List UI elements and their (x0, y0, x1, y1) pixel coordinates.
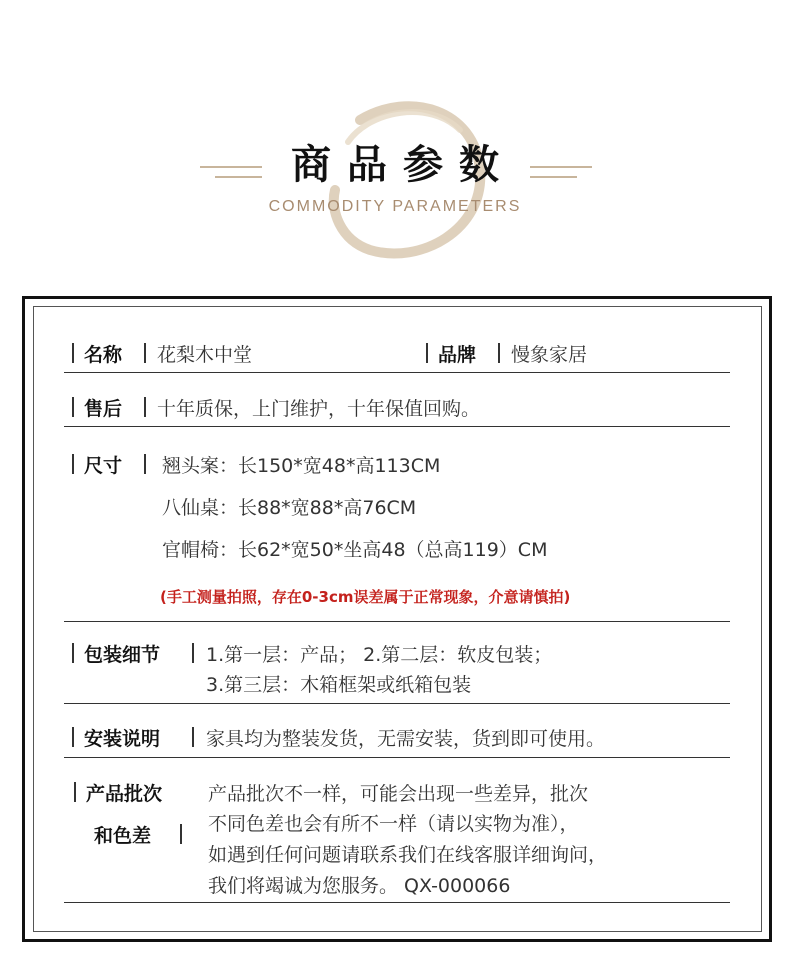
batch-label: 产品批次 (86, 783, 163, 805)
install-value: 家具均为整装发货，无需安装，货到即可使用。 (206, 728, 606, 750)
page-subtitle: COMMODITY PARAMETERS (268, 198, 522, 215)
header (0, 0, 790, 290)
aftersale-label: 售后 (84, 398, 123, 420)
batch-line: 不同色差也会有所不一样（请以实物为准）， (208, 813, 579, 835)
label-bar (192, 727, 194, 747)
row-divider (64, 372, 730, 373)
brand-value: 慢象家居 (511, 344, 588, 366)
aftersale-value: 十年质保，上门维护，十年保值回购。 (157, 398, 481, 420)
measurement-note: (手工测量拍照，存在0-3cm误差属于正常现象，介意请慎拍) (160, 588, 571, 606)
label-bar (192, 643, 194, 663)
label-bar (72, 454, 74, 474)
label-bar (144, 343, 146, 363)
label-bar (72, 397, 74, 417)
label-bar (144, 454, 146, 474)
install-label: 安装说明 (84, 728, 161, 750)
page-title: 商品参数 (291, 141, 515, 188)
label-bar (72, 343, 74, 363)
size-item: 翘头案：长150*宽48*高113CM (162, 455, 441, 477)
name-label: 名称 (84, 344, 123, 366)
label-bar (72, 643, 74, 663)
size-item: 官帽椅：长62*宽50*坐高48（总高119）CM (162, 539, 548, 561)
batch-line: 我们将竭诚为您服务。 QX-000066 (208, 875, 511, 897)
row-divider (64, 757, 730, 758)
brand-label: 品牌 (438, 344, 477, 366)
name-value: 花梨木中堂 (157, 344, 253, 366)
size-label: 尺寸 (84, 455, 123, 477)
row-divider (64, 902, 730, 903)
label-bar (498, 343, 500, 363)
batch-line: 产品批次不一样，可能会出现一些差异，批次 (208, 783, 589, 805)
row-divider (64, 426, 730, 427)
row-divider (64, 703, 730, 704)
packing-line: 1.第一层：产品； 2.第二层：软皮包装； (206, 644, 553, 666)
row-divider (64, 621, 730, 622)
label-bar (72, 727, 74, 747)
label-bar (426, 343, 428, 363)
batch-line: 如遇到任何问题请联系我们在线客服详细询问， (208, 844, 608, 866)
label-bar (74, 782, 76, 802)
packing-line: 3.第三层：木箱框架或纸箱包装 (206, 674, 472, 696)
label-bar (180, 824, 182, 844)
packing-label: 包装细节 (84, 644, 161, 666)
label-bar (144, 397, 146, 417)
size-item: 八仙桌：长88*宽88*高76CM (162, 497, 417, 519)
batch-label-line2: 和色差 (94, 825, 152, 847)
